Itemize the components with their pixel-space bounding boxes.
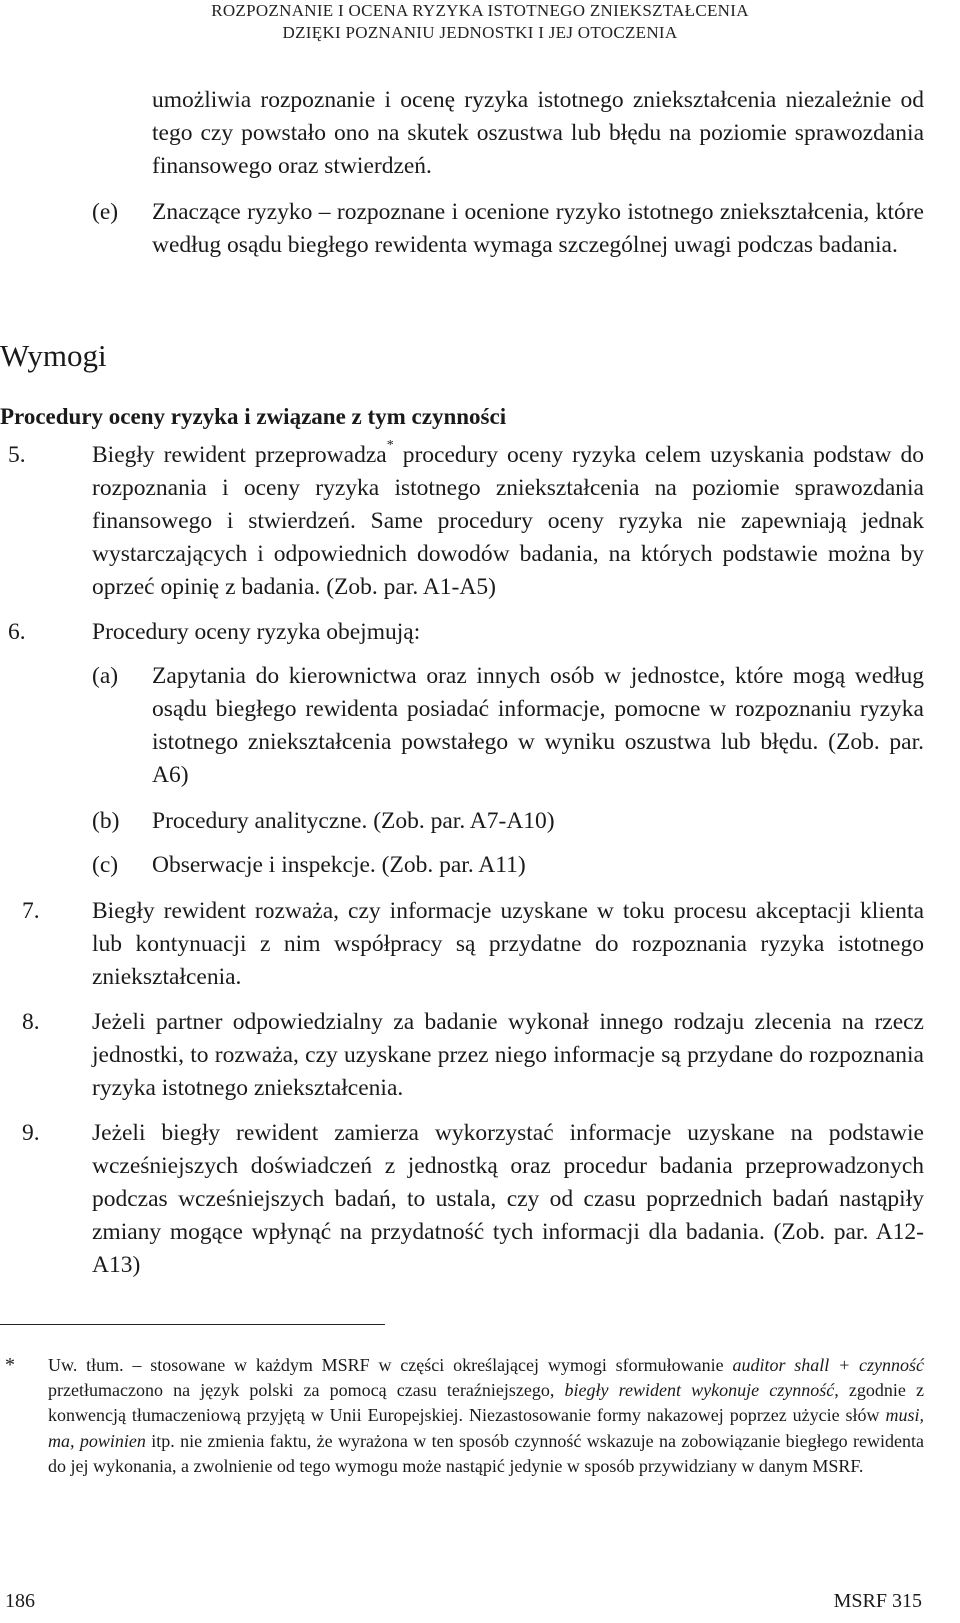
footnote-text bbox=[48, 1353, 924, 1479]
paragraph-number-9: 9. bbox=[22, 1120, 40, 1146]
running-head bbox=[0, 0, 960, 44]
paragraph-number-8: 8. bbox=[22, 1009, 40, 1035]
standard-id: MSRF 315 bbox=[833, 1590, 922, 1612]
paragraph-5-text-before: Biegły rewident przeprowadza bbox=[92, 442, 387, 468]
item-b-text: Procedury analityczne. (Zob. par. A7-A10) bbox=[152, 808, 555, 834]
footnote-text-1: Uw. tłum. – stosowane w każdym MSRF w części określającej wymogi sformułowanie bbox=[48, 1355, 733, 1375]
footnote-italic-3: musi, ma, powinien bbox=[48, 1405, 924, 1451]
footnote-text-4: itp. nie zmienia faktu, że wyrażona w ten sposób czynność wskazuje na zobowiązanie biegłego rewidenta do jej wykonania, a zwolnienie od tego wymogu może nastąpić jedynie w sposób przywidziany w danym MSRF. bbox=[48, 1430, 924, 1476]
item-label-a: (a) bbox=[92, 663, 119, 689]
continuation-paragraph: umożliwia rozpoznanie i ocenę ryzyka istotnego zniekształcenia niezależnie od tego czy powstało ono na skutek oszustwa lub błędu na poziomie sprawozdania finansowego oraz stwierdzeń. bbox=[152, 87, 924, 179]
running-head-line-2: DZIĘKI POZNANIU JEDNOSTKI I JEJ OTOCZENIA bbox=[282, 23, 678, 42]
section-heading: Wymogi bbox=[0, 338, 107, 373]
definition-e-text: Znaczące ryzyko – rozpoznane i ocenione ryzyko istotnego zniekształcenia, które według osądu biegłego rewidenta wymaga szczególnej uwagi podczas badania. bbox=[152, 199, 924, 258]
paragraph-number-6: 6. bbox=[8, 619, 26, 645]
footnote-mark: * bbox=[5, 1354, 15, 1376]
footnote-reference[interactable]: * bbox=[386, 438, 394, 454]
paragraph-number-5: 5. bbox=[8, 442, 26, 468]
paragraph-5 bbox=[92, 439, 924, 604]
item-label-b: (b) bbox=[92, 808, 120, 834]
paragraph-9: Jeżeli biegły rewident zamierza wykorzystać informacje uzyskane na podstawie wcześniejszych doświadczeń z jednostką oraz procedur badania przeprowadzonych podczas wcześniejszych badań, to ustala, czy od czasu poprzednich badań nastąpiły zmiany mogące wpłynąć na przydatność tych informacji dla badania. (Zob. par. A12-A13) bbox=[92, 1120, 924, 1278]
paragraph-6: Procedury oceny ryzyka obejmują: bbox=[92, 619, 421, 645]
subheading: Procedury oceny ryzyka i związane z tym czynności bbox=[0, 404, 507, 429]
footnote-text-2: przetłumaczono na język polski za pomocą czasu teraźniejszego, bbox=[48, 1380, 565, 1401]
running-head-line-1: ROZPOZNANIE I OCENA RYZYKA ISTOTNEGO ZNIEKSZTAŁCENIA bbox=[211, 1, 749, 20]
paragraph-number-7: 7. bbox=[22, 898, 40, 924]
item-a-text: Zapytania do kierownictwa oraz innych osób w jednostce, które mogą według osądu biegłego rewidenta posiadać informacje, pomocne w rozpoznaniu ryzyka istotnego zniekształcenia powstałego w wyniku oszustwa lub błędu. (Zob. par. A6) bbox=[152, 663, 924, 788]
footnote-text-3: zgodnie z konwencją tłumaczeniową przyjętą w Unii Europejskiej. Niezastosowanie formy nakazowej poprzez użycie słów bbox=[48, 1380, 924, 1426]
paragraph-7: Biegły rewident rozważa, czy informacje uzyskane w toku procesu akceptacji klienta lub kontynuacji z nim współpracy są przydatne do rozpoznania ryzyka istotnego zniekształcenia. bbox=[92, 898, 924, 990]
footnote-divider bbox=[0, 1324, 385, 1325]
definition-label-e: (e) bbox=[92, 199, 119, 225]
paragraph-5-text-after: procedury oceny ryzyka celem uzyskania podstaw do rozpoznania i oceny ryzyka istotnego zniekształcenia na poziomie sprawozdania finansowego i stwierdzeń. Same procedury oceny ryzyka nie zapewniają jednak wystarczających i odpowiednich dowodów badania, na których podstawie można by oprzeć opinię z badania. (Zob. par. A1-A5) bbox=[92, 442, 924, 600]
item-c-text: Obserwacje i inspekcje. (Zob. par. A11) bbox=[152, 852, 526, 878]
page-number: 186 bbox=[5, 1590, 35, 1612]
footnote-italic-1: auditor shall + czynność bbox=[732, 1355, 925, 1375]
item-label-c: (c) bbox=[92, 852, 119, 878]
paragraph-8: Jeżeli partner odpowiedzialny za badanie wykonał innego rodzaju zlecenia na rzecz jednostki, to rozważa, czy uzyskane przez niego informacje są przydane do rozpoznania ryzyka istotnego zniekształcenia. bbox=[92, 1009, 924, 1101]
footnote-italic-2: biegły rewident wykonuje czynność, bbox=[564, 1380, 839, 1401]
